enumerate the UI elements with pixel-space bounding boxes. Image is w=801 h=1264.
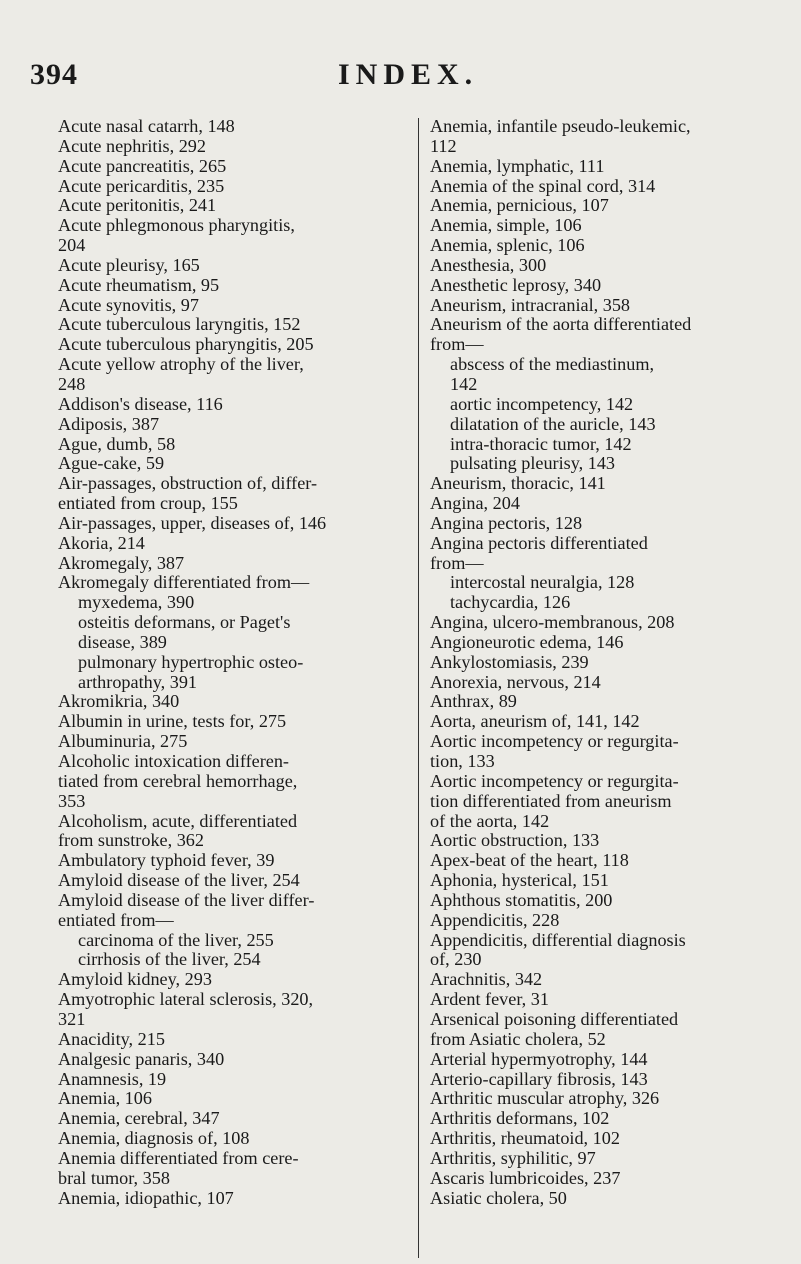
index-entry-line: Amyloid kidney, 293 [58, 969, 212, 990]
index-entry [58, 415, 395, 435]
index-entry [58, 474, 395, 514]
index-entry-line: Ascaris lumbricoides, 237 [430, 1167, 621, 1188]
index-entry-line: Anamnesis, 19 [58, 1068, 167, 1089]
index-entry [430, 117, 777, 157]
index-entry-line: Arsenical poisoning differentiated [430, 1008, 679, 1029]
index-entry-line: 142 [450, 373, 478, 394]
index-entry-line: Arthritis, rheumatoid, 102 [430, 1128, 620, 1149]
index-entry [430, 653, 777, 673]
index-entry-line: Anemia, cerebral, 347 [58, 1108, 220, 1129]
index-entry [430, 1070, 777, 1090]
index-entry-line: Anorexia, nervous, 214 [430, 671, 601, 692]
index-entry [58, 1089, 395, 1109]
index-entry-line: bral tumor, 358 [58, 1167, 170, 1188]
index-entry-line: 353 [58, 790, 86, 811]
index-entry [58, 276, 395, 296]
index-entry-line: Acute yellow atrophy of the liver, [58, 354, 304, 375]
index-entry-line: Albumin in urine, tests for, 275 [58, 711, 287, 732]
index-entry-line: Aneurism, thoracic, 141 [430, 473, 606, 494]
index-subentry [430, 395, 777, 415]
index-entry-line: Anesthetic leprosy, 340 [430, 274, 602, 295]
index-entry-line: Aortic incompetency or regurgita- [430, 770, 679, 791]
index-entry [430, 1109, 777, 1129]
index-entry [430, 534, 777, 574]
index-entry [430, 633, 777, 653]
index-entry-line: Acute tuberculous laryngitis, 152 [58, 314, 301, 335]
index-entry [58, 871, 395, 891]
index-entry [58, 1030, 395, 1050]
index-entry-line: Anthrax, 89 [430, 691, 517, 712]
index-entry [58, 1109, 395, 1129]
index-entry-line: Angina, ulcero-membranous, 208 [430, 612, 675, 633]
index-entry-line: entiated from— [58, 909, 174, 930]
index-entry-line: carcinoma of the liver, 255 [78, 929, 274, 950]
index-entry [58, 216, 395, 256]
index-entry-line: Acute phlegmonous pharyngitis, [58, 215, 295, 236]
index-entry [430, 732, 777, 772]
index-entry-line: Anemia of the spinal cord, 314 [430, 175, 656, 196]
index-entry-line: tiated from cerebral hemorrhage, [58, 770, 298, 791]
index-entry-line: Air-passages, obstruction of, differ- [58, 473, 318, 494]
index-entry [58, 692, 395, 712]
index-entry-line: Akromegaly differentiated from— [58, 572, 310, 593]
index-entry [430, 1089, 777, 1109]
index-entry-line: Aneurism of the aorta differentiated [430, 314, 692, 335]
index-entry-line: from— [430, 334, 484, 355]
index-entry-line: Aphthous stomatitis, 200 [430, 889, 613, 910]
index-entry [430, 673, 777, 693]
index-entry-line: Adiposis, 387 [58, 413, 160, 434]
index-entry-line: Aortic obstruction, 133 [430, 830, 600, 851]
index-entry-line: Arthritis, syphilitic, 97 [430, 1147, 596, 1168]
index-entry-line: Anesthesia, 300 [430, 254, 547, 275]
index-entry [430, 256, 777, 276]
running-head: INDEX. [338, 58, 479, 91]
index-entry-line: Asiatic cholera, 50 [430, 1187, 567, 1208]
index-entry-line: from sunstroke, 362 [58, 830, 204, 851]
index-entry-line: Anemia, diagnosis of, 108 [58, 1128, 250, 1149]
index-entry-line: Akromegaly, 387 [58, 552, 185, 573]
index-entry [58, 891, 395, 931]
index-entry-line: Anemia, idiopathic, 107 [58, 1187, 234, 1208]
index-entry-line: aortic incompetency, 142 [450, 393, 634, 414]
index-entry [58, 315, 395, 335]
index-entry [58, 1189, 395, 1209]
index-entry-line: Arthritis deformans, 102 [430, 1108, 610, 1129]
index-entry-line: arthropathy, 391 [78, 671, 198, 692]
index-entry [58, 1129, 395, 1149]
index-entry [430, 1050, 777, 1070]
index-entry-line: Analgesic panaris, 340 [58, 1048, 225, 1069]
index-entry-line: intra-thoracic tumor, 142 [450, 433, 632, 454]
index-entry-line: tachycardia, 126 [450, 592, 571, 613]
index-entry [58, 395, 395, 415]
index-entry [430, 1129, 777, 1149]
index-entry-line: Addison's disease, 116 [58, 393, 223, 414]
index-entry-line: 204 [58, 235, 86, 256]
index-entry-line: Angina pectoris, 128 [430, 512, 583, 533]
index-entry [430, 1169, 777, 1189]
index-entry-line: Anemia, infantile pseudo-leukemic, [430, 116, 691, 136]
index-entry-line: Amyloid disease of the liver, 254 [58, 870, 300, 891]
index-entry [58, 335, 395, 355]
index-entry [430, 931, 777, 971]
index-entry [58, 990, 395, 1030]
index-entry-line: tion, 133 [430, 751, 495, 771]
index-entry [430, 891, 777, 911]
index-subentry [430, 435, 777, 455]
index-entry-line: disease, 389 [78, 631, 167, 652]
index-entry [58, 435, 395, 455]
index-entry-line: Ambulatory typhoid fever, 39 [58, 850, 275, 871]
index-subentry [58, 653, 395, 693]
index-entry-line: of the aorta, 142 [430, 810, 550, 831]
index-entry [58, 1070, 395, 1090]
index-entry-line: Acute pericarditis, 235 [58, 175, 225, 196]
index-entry-line: Acute pleurisy, 165 [58, 254, 200, 275]
index-subentry [58, 613, 395, 653]
index-entry-line: Acute rheumatism, 95 [58, 274, 220, 295]
index-entry [430, 177, 777, 197]
index-entry-line: Albuminuria, 275 [58, 731, 188, 752]
index-entry [58, 732, 395, 752]
index-entry-line: Anacidity, 215 [58, 1028, 165, 1049]
index-entry [58, 554, 395, 574]
index-entry [430, 692, 777, 712]
index-entry-line: Acute synovitis, 97 [58, 294, 199, 315]
index-entry-line: Alcoholism, acute, differentiated [58, 810, 298, 831]
index-entry [58, 514, 395, 534]
index-entry-line: from Asiatic cholera, 52 [430, 1028, 606, 1049]
index-entry-line: 248 [58, 373, 86, 394]
index-entry-line: Angioneurotic edema, 146 [430, 631, 624, 652]
index-entry [58, 117, 395, 137]
index-entry-line: 112 [430, 135, 457, 156]
index-entry [430, 315, 777, 355]
index-entry-line: myxedema, 390 [78, 592, 195, 613]
index-entry [430, 196, 777, 216]
index-entry-line: of, 230 [430, 949, 482, 970]
index-entry-line: Anemia, lymphatic, 111 [430, 155, 605, 176]
index-entry-line: Akoria, 214 [58, 532, 145, 553]
index-entry [430, 494, 777, 514]
index-entry [58, 296, 395, 316]
index-subentry [430, 355, 777, 395]
index-entry-line: Anemia, simple, 106 [430, 215, 582, 236]
index-entry-line: Acute nasal catarrh, 148 [58, 116, 235, 136]
index-entry [430, 851, 777, 871]
index-entry-line: Arterial hypermyotrophy, 144 [430, 1048, 648, 1069]
index-entry [430, 1010, 777, 1050]
index-entry [430, 831, 777, 851]
index-entry-line: pulmonary hypertrophic osteo- [78, 651, 304, 672]
index-entry [430, 712, 777, 732]
index-entry [430, 157, 777, 177]
index-entry [430, 871, 777, 891]
index-entry-line: Aorta, aneurism of, 141, 142 [430, 711, 640, 732]
index-entry [430, 236, 777, 256]
index-entry-line: Anemia, 106 [58, 1088, 152, 1109]
index-entry-line: Aortic incompetency or regurgita- [430, 731, 679, 752]
index-entry-line: Ardent fever, 31 [430, 989, 549, 1010]
index-entry-line: Amyloid disease of the liver differ- [58, 889, 315, 910]
index-entry-line: tion differentiated from aneurism [430, 790, 672, 811]
index-entry-line: Arthritic muscular atrophy, 326 [430, 1088, 660, 1109]
index-entry [58, 970, 395, 990]
index-entry-line: Appendicitis, differential diagnosis [430, 929, 686, 950]
index-entry-line: abscess of the mediastinum, [450, 354, 655, 375]
index-entry-line: Ankylostomiasis, 239 [430, 651, 589, 672]
index-entry [430, 216, 777, 236]
index-entry [430, 514, 777, 534]
index-entry-line: Air-passages, upper, diseases of, 146 [58, 512, 327, 533]
index-subentry [58, 950, 395, 970]
index-entry [430, 1149, 777, 1169]
index-entry [58, 534, 395, 554]
index-subentry [430, 593, 777, 613]
index-entry [58, 137, 395, 157]
index-subentry [58, 931, 395, 951]
index-entry [58, 712, 395, 732]
index-entry [58, 355, 395, 395]
index-subentry [430, 573, 777, 593]
index-entry-line: Angina, 204 [430, 493, 520, 514]
index-entry-line: Anemia, pernicious, 107 [430, 195, 609, 216]
index-column-left [58, 117, 395, 1208]
index-entry [430, 911, 777, 931]
index-entry-line: Apex-beat of the heart, 118 [430, 850, 629, 871]
index-entry [58, 177, 395, 197]
index-entry [58, 157, 395, 177]
index-entry-line: Aneurism, intracranial, 358 [430, 294, 631, 315]
index-entry [430, 990, 777, 1010]
index-entry [430, 613, 777, 633]
index-subentry [58, 593, 395, 613]
index-entry-line: from— [430, 552, 484, 573]
index-entry [58, 256, 395, 276]
index-entry-line: Anemia differentiated from cere- [58, 1147, 299, 1168]
column-divider [418, 118, 419, 1258]
index-entry [58, 812, 395, 852]
index-entry-line: Akromikria, 340 [58, 691, 180, 712]
index-entry-line: entiated from croup, 155 [58, 493, 238, 514]
index-entry-line: Acute pancreatitis, 265 [58, 155, 227, 176]
index-column-right [430, 117, 777, 1208]
index-entry [58, 454, 395, 474]
index-entry [430, 970, 777, 990]
index-entry-line: pulsating pleurisy, 143 [450, 453, 616, 474]
index-entry-line: Acute nephritis, 292 [58, 135, 206, 156]
index-entry [58, 1149, 395, 1189]
index-entry-line: cirrhosis of the liver, 254 [78, 949, 261, 970]
index-entry [430, 772, 777, 832]
index-entry-line: Ague, dumb, 58 [58, 433, 176, 454]
index-entry-line: 321 [58, 1008, 86, 1029]
index-entry-line: Angina pectoris differentiated [430, 532, 648, 553]
index-entry-line: Amyotrophic lateral sclerosis, 320, [58, 989, 314, 1010]
index-entry-line: osteitis deformans, or Paget's [78, 612, 291, 633]
index-subentry [430, 415, 777, 435]
index-entry-line: Ague-cake, 59 [58, 453, 165, 474]
index-entry [430, 276, 777, 296]
index-entry [430, 1189, 777, 1209]
index-entry [58, 196, 395, 216]
index-entry-line: dilatation of the auricle, 143 [450, 413, 656, 434]
index-entry-line: Acute tuberculous pharyngitis, 205 [58, 334, 314, 355]
index-entry-line: Arachnitis, 342 [430, 969, 543, 990]
index-entry [58, 752, 395, 812]
index-entry-line: Appendicitis, 228 [430, 909, 560, 930]
index-entry-line: Aphonia, hysterical, 151 [430, 870, 609, 891]
index-entry [58, 1050, 395, 1070]
index-entry-line: Alcoholic intoxication differen- [58, 751, 289, 771]
page-number: 394 [30, 58, 78, 91]
index-entry-line: Arterio-capillary fibrosis, 143 [430, 1068, 648, 1089]
index-entry [430, 296, 777, 316]
index-entry-line: intercostal neuralgia, 128 [450, 572, 635, 593]
index-entry [58, 573, 395, 593]
index-entry-line: Acute peritonitis, 241 [58, 195, 217, 216]
index-entry-line: Anemia, splenic, 106 [430, 235, 585, 256]
index-entry [430, 474, 777, 494]
index-subentry [430, 454, 777, 474]
index-entry [58, 851, 395, 871]
